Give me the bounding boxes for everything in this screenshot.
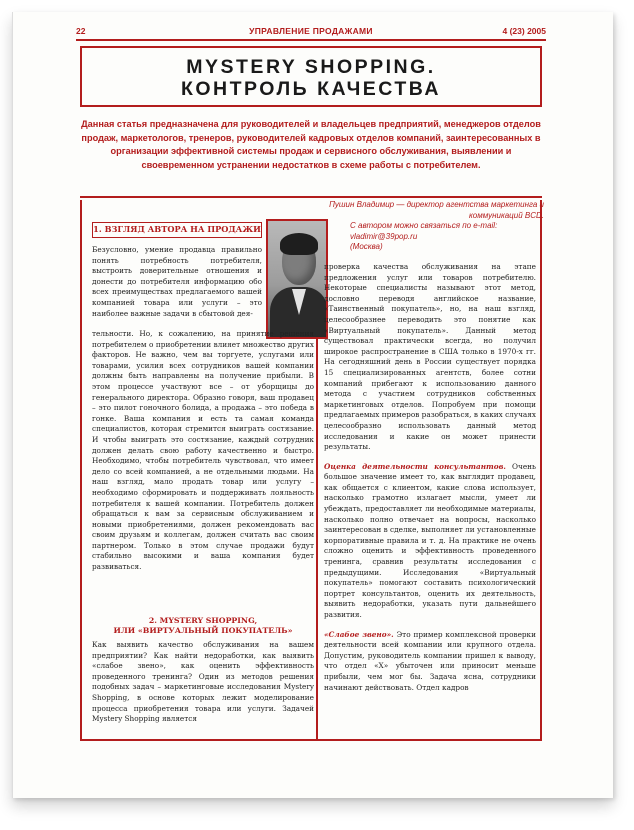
frame-left-rule — [80, 200, 82, 740]
section1-text-main — [92, 329, 314, 573]
section1-text-top — [92, 245, 262, 319]
running-header — [76, 26, 546, 38]
author-info — [320, 200, 544, 253]
article-title-box — [80, 46, 542, 107]
section-name: УПРАВЛЕНИЕ ПРОДАЖАМИ — [249, 26, 373, 36]
right-paragraph-3-lead: «Слабое звено». — [324, 629, 394, 639]
section1-paragraph-top: Безусловно, умение продавца правильно понять потребность потребителя, выстроить доверительные отношения и донести до потребителя информацию обо всех преимуществах предлагаемого вашей компанией товара или услуги – это наиболее важные задачи в сбытовой дея- — [92, 245, 262, 318]
header-rule — [76, 39, 546, 41]
author-name: Пушин Владимир — [329, 200, 395, 209]
right-paragraph-2-body: Очень большое значение имеет то, как выглядит продавец, как общается с клиентом, какие слова использует, насколько грамотно излагает мысли, умеет ли убеждать, предоставляет ли необходимые материалы, насколько полно отвечает на вопросы, насколько заинтересован в сделке, выполняет ли установленные корпоративные правила и т. д. На практике не очень сложно оценить и эффективность проведенного тренинга, сравнив результаты исследования с предыдущими. Исследования «Виртуальный покупатель» помогают составить психологический портрет консультантов, оценить их деятельность, выявить недоработки, указать пути дальнейшего развития. — [324, 461, 537, 619]
section2-heading — [92, 616, 314, 636]
issue-number: 4 (23) 2005 — [502, 26, 546, 36]
section1-paragraph-main: тельности. Но, к сожалению, на принятие решения потребителем о приобретении влияет множество других факторов. Не важно, чем вы торгуете, услугами или товарами, усилия всех сотрудников вашей компании должны быть направлены на получение прибыли. В этом процессе участвуют все – от уборщицы до генерального директора. Образно говоря, ваш продавец – это пилот гоночного болида, а продажа – это победа в гонке. Ваша компания и есть та самая команда специалистов, которая стремится выиграть состязание. И чтобы выиграть это состязание, каждый сотрудник должен делать свою работу качественно и быстро. Необходимо, чтобы потребитель чувствовал, что имеет дело со всей компанией, а не отдельными людьми. На наш взгляд, мало продать товар или услугу – необходимо сформировать и поддерживать лояльность потребителя к вашей компании. Потребитель должен обращаться к вам за сервисным обслуживанием и новыми приобретениями, должен рекомендовать вас своим друзьям и коллегам, должен считать вас своим партнером. Только в этом случае продажи будут стабильно высокими и ваша компания будет развиваться. — [92, 329, 314, 572]
right-column — [324, 262, 536, 693]
section2-text — [92, 640, 314, 725]
author-role: — директор агентства маркетинга и коммуникаций BCD. — [396, 200, 544, 220]
page-number: 22 — [76, 26, 86, 36]
section2-heading-line2: ИЛИ «ВИРТУАЛЬНЫЙ ПОКУПАТЕЛЬ» — [113, 626, 293, 635]
author-city: (Москва) — [350, 242, 383, 252]
lead-rule — [80, 196, 542, 198]
column-divider — [316, 339, 318, 739]
article-title-line2: КОНТРОЛЬ КАЧЕСТВА — [180, 78, 442, 100]
article-title-line1: MYSTERY SHOPPING. — [186, 56, 436, 78]
photo-hair — [280, 233, 318, 255]
author-photo — [266, 219, 328, 339]
section2-paragraph: Как выявить качество обслуживания на вашем предприятии? Как найти недоработки, как выявить «слабое звено», как оценить эффективность проведенного тренинга? Один из методов решения подобных задач – маркетинговые исследования Mystery Shopping, в основе которых лежит моделирование процесса приобретения товара или услуги. Задачей Mystery Shopping является — [92, 640, 314, 724]
right-paragraph-2 — [324, 462, 536, 621]
section2-heading-line1: 2. MYSTERY SHOPPING, — [148, 616, 258, 625]
right-paragraph-1: проверка качества обслуживания на этапе предложения услуг или товаров потребителю. Некоторые специалисты называют этот метод, дословно переводя английское название, «Таинственный покупатель», но, на наш взгляд, целесообразнее переводить это понятие как «Виртуальный покупатель». Данный метод существовал практически всегда, но получил широкое распространение в США только в 1970-х гг. На сегодняшний день в России существует порядка 15 специализированных агентств, более сотни компаний прибегают к использованию данного метода с участием сотрудников собственных маркетинговых отделов. Попробуем при помощи предлагаемых примеров разобраться, в каких случаях целесообразно использовать данный метод исследования и какие он может принести результаты. — [324, 262, 536, 452]
frame-bottom-rule — [80, 739, 542, 741]
frame-right-rule — [540, 200, 542, 740]
right-paragraph-3 — [324, 630, 536, 694]
right-paragraph-3-body: Это пример комплексной проверки деятельности всей компании или крупного отдела. Допустим, руководитель компании пришел к выводу, что отдел «X» убыточен или приносит меньше прибыли, чем мог бы. Задача ясна, сотрудники начинают действовать. Отдел кадров — [324, 629, 536, 692]
right-paragraph-2-lead: Оценка деятельности консультантов. — [324, 461, 506, 471]
author-contact: С автором можно связаться по e-mail: vladimir@39pop.ru — [350, 221, 498, 241]
article-lead: Данная статья предназначена для руководителей и владельцев предприятий, менеджеров отделов продаж, маркетологов, тренеров, руководителей кадровых отделов компаний, заинтересованных в организации эффективной системы продаж и сервисного обслуживания, выявлении и своевременном устранении недостатков в схеме работы с потребителем. — [81, 119, 541, 170]
section1-heading: 1. ВЗГЛЯД АВТОРА НА ПРОДАЖИ — [92, 222, 262, 238]
